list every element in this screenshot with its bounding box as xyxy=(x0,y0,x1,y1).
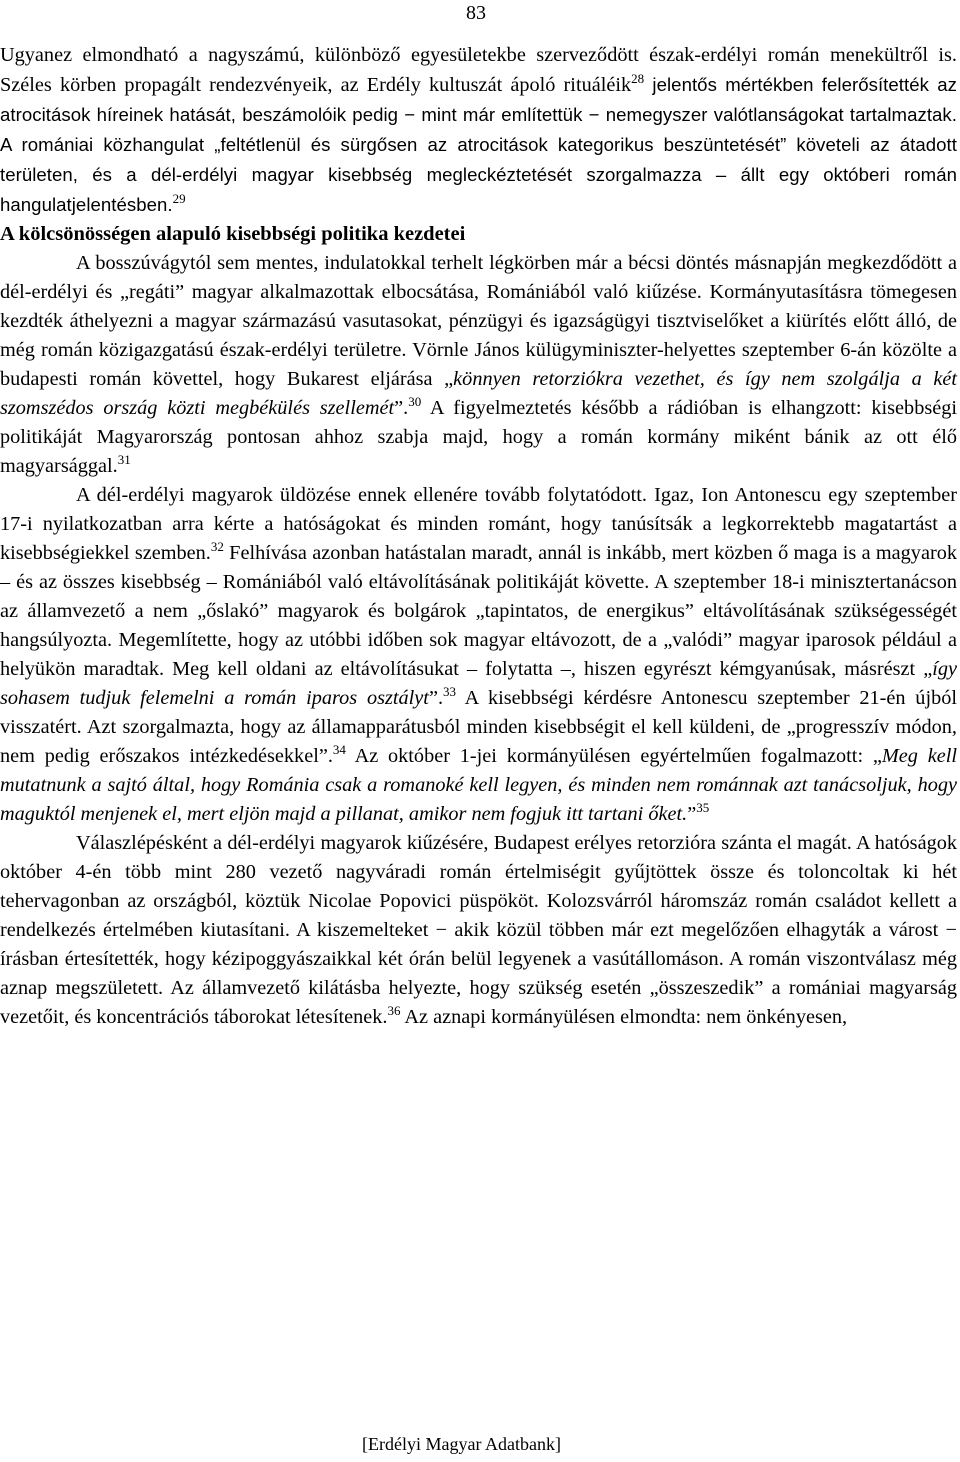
p4-text-2: Az aznapi kormányülésen elmondta: nem önkényesen, xyxy=(400,1006,848,1028)
footnote-ref-31[interactable]: 31 xyxy=(117,452,131,468)
footnote-ref-35[interactable]: 35 xyxy=(696,800,710,816)
p2-text-1: A bosszúvágytól sem mentes, indulatokkal terhelt légkörben már a bécsi döntés másnapján megkezdődött a dél-erdélyi és „regáti” magyar alkalmazottak elbocsátása, Romániából való kiűzése. Kormányutasításra tömegesen kezdték áthelyezni a magyar származású vasutasokat, pénzügyi és igazságügyi tisztviselőket a kiürítés előtt álló, de még román közigazgatású észak-erdélyi területre. Vörnle János külügyminiszter-helyettes szeptember 6-án közölte a budapesti román követtel, hogy Bukarest eljárása „ xyxy=(0,252,957,390)
footnote-ref-33[interactable]: 33 xyxy=(443,684,457,700)
paragraph-3 xyxy=(0,481,957,829)
paragraph-2 xyxy=(0,249,957,481)
p1-text-2: jelentős mértékben felerősítették az atrocitások híreinek hatását, beszámolóik pedig − mint már említettük − nemegyszer valótlanságokat tartalmaztak. A romániai közhangulat „feltétlenül és sürgősen az atrocitások kategorikus beszüntetését” követeli az átadott területen, és a dél-erdélyi magyar kisebbség megleckéztetését szorgalmazza – állt egy októberi román hangulatjelentésben. xyxy=(0,74,957,215)
p3-text-5: Az október 1-jei kormányülésen egyértelműen fogalmazott: „ xyxy=(345,745,882,767)
p3-text-3: ”. xyxy=(428,687,444,709)
p3-text-6: ” xyxy=(687,803,697,825)
p4-text-1: Válaszlépésként a dél-erdélyi magyarok kiűzésére, Budapest erélyes retorzióra szánta el magát. A hatóságok október 4-én több mint 280 vezető nagyváradi román értelmiségit gyűjtöttek össze és toloncoltak ki hét tehervagonban az országból, köztük Nicolae Popovici püspököt. Kolozsvárról háromszáz román családot kellett a rendelkezés értelmében kiutasítani. A kiszemelteket − akik közül többen már ezt megelőzően elhagyták a várost − írásban értesítették, hogy kézipoggyászaikkal két órán belül legyenek a vasútállomáson. A román viszontválasz még aznap megszületett. Az államvezető kilátásba helyezte, hogy szükség esetén „összeszedik” a romániai magyarság vezetőit, és koncentrációs táborokat létesítenek. xyxy=(0,832,957,1028)
footnote-ref-29[interactable]: 29 xyxy=(172,191,186,207)
footnote-ref-28[interactable]: 28 xyxy=(631,71,645,87)
paragraph-4 xyxy=(0,829,957,1032)
p3-quote-2: Meg kell mutatnunk a sajtó által, hogy Románia csak a romanoké kell legyen, és minden nem románnak azt tanácsoljuk, hogy maguktól menjenek el, mert eljön majd a pillanat, amikor nem fogjuk itt tartani őket. xyxy=(0,745,957,825)
p3-text-4: A kisebbségi kérdésre Antonescu szeptember 21-én újból visszatért. Azt szorgalmazta, hogy az államapparátusból minden kisebbségit el kell küldeni, de „progresszív módon, nem pedig erőszakos intézkedésekkel”. xyxy=(0,687,958,767)
p1-text-1: Ugyanez elmondható a nagyszámú, különböző egyesületekbe szerveződött észak-erdélyi román menekültről is. Széles körben propagált rendezvényeik, az Erdély kultuszát ápoló rituáléik xyxy=(0,44,957,96)
p2-text-3: A figyelmeztetés később a rádióban is elhangzott: kisebbségi politikáját Magyarország pontosan ahhoz szabja majd, hogy a román kormány miként bánik az ott élő magyarsággal. xyxy=(0,397,957,477)
page-footer: [Erdélyi Magyar Adatbank] xyxy=(362,1434,561,1454)
body-text xyxy=(0,41,957,1032)
footnote-ref-32[interactable]: 32 xyxy=(210,539,224,555)
footnote-ref-34[interactable]: 34 xyxy=(332,742,346,758)
p3-text-1: A dél-erdélyi magyarok üldözése ennek ellenére tovább folytatódott. Igaz, Ion Antonescu egy szeptember 17-i nyilatkozatban arra kérte a hatóságokat és minden románt, hogy tanúsítsák a legkorrektebb magatartást a kisebbségiekkel szemben. xyxy=(0,484,957,564)
paragraph-1 xyxy=(0,41,957,220)
footnote-ref-36[interactable]: 36 xyxy=(387,1003,401,1019)
p3-text-2: Felhívása azonban hatástalan maradt, annál is inkább, mert közben ő maga is a magyarok – és az összes kisebbség – Romániából való eltávolításának politikáját követte. A szeptember 18-i minisztertanácson az államvezető a nem „őslakó” magyarok és bolgárok „tapintatos, de energikus” eltávolításának szükségességét hangsúlyozta. Megemlítette, hogy az utóbbi időben sok magyar eltávozott, de a „valódi” magyar iparosok például a helyükön maradtak. Meg kell oldani az eltávolításukat – folytatta –, hiszen egyrészt kémgyanúsak, másrészt „ xyxy=(0,542,957,680)
footnote-ref-30[interactable]: 30 xyxy=(408,394,422,410)
p2-quote-1: könnyen retorziókra vezethet, és így nem szolgálja a két szomszédos ország közti megbékülés szellemét xyxy=(0,368,957,419)
section-heading: A kölcsönösségen alapuló kisebbségi politika kezdetei xyxy=(0,223,466,245)
p2-text-2: ”. xyxy=(394,397,409,419)
page-number: 83 xyxy=(466,2,486,24)
p3-quote-1: így sohasem tudjuk felemelni a román iparos osztályt xyxy=(0,658,957,709)
